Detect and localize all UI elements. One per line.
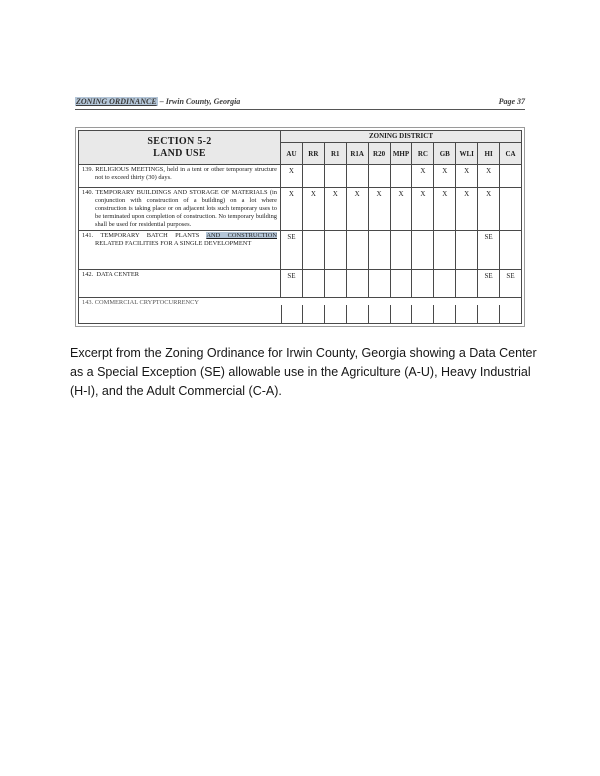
district-mark-cell-gb: X xyxy=(433,165,455,187)
table-body xyxy=(79,164,521,323)
district-code-ca: CA xyxy=(499,143,521,164)
district-codes-row xyxy=(281,143,521,164)
partial-cell-border xyxy=(346,305,347,324)
district-mark-cell-r1a xyxy=(346,231,368,269)
district-mark-cell-ca xyxy=(499,188,521,230)
district-mark-cell-wli: X xyxy=(455,165,477,187)
district-mark-cell-mhp xyxy=(390,165,412,187)
district-mark-cell-mhp: X xyxy=(390,188,412,230)
partial-cell-border xyxy=(302,305,303,324)
district-header-group xyxy=(281,131,521,164)
section-title: SECTION 5-2 xyxy=(147,135,212,147)
partial-cell-border xyxy=(411,305,412,324)
district-mark-cell-r1a: X xyxy=(346,188,368,230)
district-mark-cell-r1: X xyxy=(324,188,346,230)
section-subtitle: LAND USE xyxy=(153,147,206,159)
district-mark-cell-au xyxy=(281,298,303,323)
district-mark-cell-r1 xyxy=(324,231,346,269)
land-use-description xyxy=(79,188,281,230)
district-mark-cell-r20 xyxy=(368,165,390,187)
land-use-text: 143. COMMERCIAL CRYPTOCURRENCY xyxy=(82,299,200,304)
district-mark-cell-r20 xyxy=(368,231,390,269)
district-mark-cell-ca xyxy=(499,298,521,323)
district-mark-cell-rr: X xyxy=(302,188,324,230)
district-mark-cell-mhp xyxy=(390,231,412,269)
district-mark-cell-hi: SE xyxy=(477,270,499,297)
district-mark-cell-gb xyxy=(433,231,455,269)
land-use-text: 139. RELIGIOUS MEETINGS, held in a tent or other temporary structure not to exceed thirty (30) days. xyxy=(82,166,277,181)
district-code-au: AU xyxy=(286,149,297,158)
land-use-description xyxy=(79,231,281,269)
land-use-description xyxy=(79,270,281,297)
district-code-mhp: MHP xyxy=(390,143,412,164)
running-header-left xyxy=(75,97,240,106)
district-mark-cell-ca xyxy=(499,165,521,187)
running-header xyxy=(75,97,525,110)
district-mark-cell-rc: X xyxy=(411,188,433,230)
district-mark-cell-rr xyxy=(302,165,324,187)
partial-cell-border xyxy=(368,305,369,324)
ordinance-subtitle: – Irwin County, Georgia xyxy=(157,97,241,106)
district-mark-cell-hi xyxy=(477,298,499,323)
district-mark-cell-hi: X xyxy=(477,165,499,187)
district-mark-cell-ca: SE xyxy=(499,270,521,297)
district-mark-cell-au: SE xyxy=(287,233,296,241)
zoning-district-header: ZONING DISTRICT xyxy=(281,131,521,143)
district-mark-cell-r1a xyxy=(346,270,368,297)
land-use-description xyxy=(79,165,281,187)
partial-cell-border xyxy=(390,305,391,324)
partial-cell-border xyxy=(281,305,282,324)
district-mark-cell-r1 xyxy=(325,298,347,323)
district-mark-cell-rr xyxy=(302,231,324,269)
district-code-r1: R1 xyxy=(324,143,346,164)
partial-cell-border xyxy=(324,305,325,324)
district-mark-cell-r1a xyxy=(346,165,368,187)
district-mark-cell-ca xyxy=(499,231,521,269)
district-mark-cell-gb xyxy=(433,270,455,297)
district-mark-cell-gb xyxy=(434,298,456,323)
district-mark-cell-r20 xyxy=(368,270,390,297)
partial-cell-border xyxy=(477,305,478,324)
land-use-description xyxy=(79,298,281,323)
district-mark-cell-rr xyxy=(302,270,324,297)
zoning-table xyxy=(78,130,522,324)
district-mark-cell-wli xyxy=(455,231,477,269)
district-mark-cell-rc xyxy=(412,298,434,323)
district-mark-cell-r1 xyxy=(324,165,346,187)
district-mark-cell-rc: X xyxy=(411,165,433,187)
partial-cell-border xyxy=(433,305,434,324)
district-mark-cell-hi: SE xyxy=(477,231,499,269)
district-mark-cell-gb: X xyxy=(433,188,455,230)
district-code-wli: WLI xyxy=(455,143,477,164)
district-mark-cell-r1 xyxy=(324,270,346,297)
land-use-row xyxy=(79,230,521,269)
ordinance-title: ZONING ORDINANCE xyxy=(76,97,157,106)
partial-cell-border xyxy=(455,305,456,324)
district-code-rc: RC xyxy=(411,143,433,164)
district-mark-cell-rr xyxy=(303,298,325,323)
figure-caption: Excerpt from the Zoning Ordinance for Irwin County, Georgia showing a Data Center as a Special Exception (SE) allowable use in the Agriculture (A-U), Heavy Industrial (H-I), and the Adult Commercial (C-A). xyxy=(70,346,537,398)
district-mark-cell-au: SE xyxy=(287,272,296,280)
district-code-r20: R20 xyxy=(368,143,390,164)
district-mark-cell-r20 xyxy=(368,298,390,323)
section-header-cell xyxy=(79,131,281,164)
district-mark-cell-rc xyxy=(411,231,433,269)
district-mark-cell-rc xyxy=(411,270,433,297)
highlighted-text: AND CONSTRUCTION xyxy=(206,232,278,239)
land-use-row xyxy=(79,269,521,297)
land-use-text: 140. TEMPORARY BUILDINGS AND STORAGE OF MATERIALS (in conjunction with construction of a building) on a lot where construction is taking place or on adjacent lots such temporary uses to be terminated upon completion of construction. No temporary building shall be used for residential purposes. xyxy=(82,189,277,228)
district-mark-cell-wli: X xyxy=(455,188,477,230)
district-code-r1a: R1A xyxy=(346,143,368,164)
district-mark-cell-wli xyxy=(455,270,477,297)
land-use-text: 141. TEMPORARY BATCH PLANTS xyxy=(82,232,207,239)
district-mark-cell-r1a xyxy=(346,298,368,323)
land-use-text: RELATED FACILITIES FOR A SINGLE DEVELOPMENT xyxy=(95,240,252,247)
land-use-row xyxy=(79,187,521,230)
district-mark-cell-au: X xyxy=(288,167,294,175)
district-code-gb: GB xyxy=(433,143,455,164)
partial-cell-border xyxy=(499,305,500,324)
district-mark-cell-mhp xyxy=(390,298,412,323)
land-use-row xyxy=(79,297,521,323)
land-use-row xyxy=(79,164,521,187)
district-mark-cell-mhp xyxy=(390,270,412,297)
district-mark-cell-au: X xyxy=(288,190,294,198)
district-mark-cell-r20: X xyxy=(368,188,390,230)
district-mark-cell-wli xyxy=(456,298,478,323)
zoning-table-image xyxy=(75,127,525,327)
land-use-text: 142. DATA CENTER xyxy=(82,271,140,278)
page-number: Page 37 xyxy=(498,97,525,106)
district-code-hi: HI xyxy=(477,143,499,164)
district-code-rr: RR xyxy=(302,143,324,164)
district-mark-cell-hi: X xyxy=(477,188,499,230)
table-header xyxy=(79,131,521,164)
